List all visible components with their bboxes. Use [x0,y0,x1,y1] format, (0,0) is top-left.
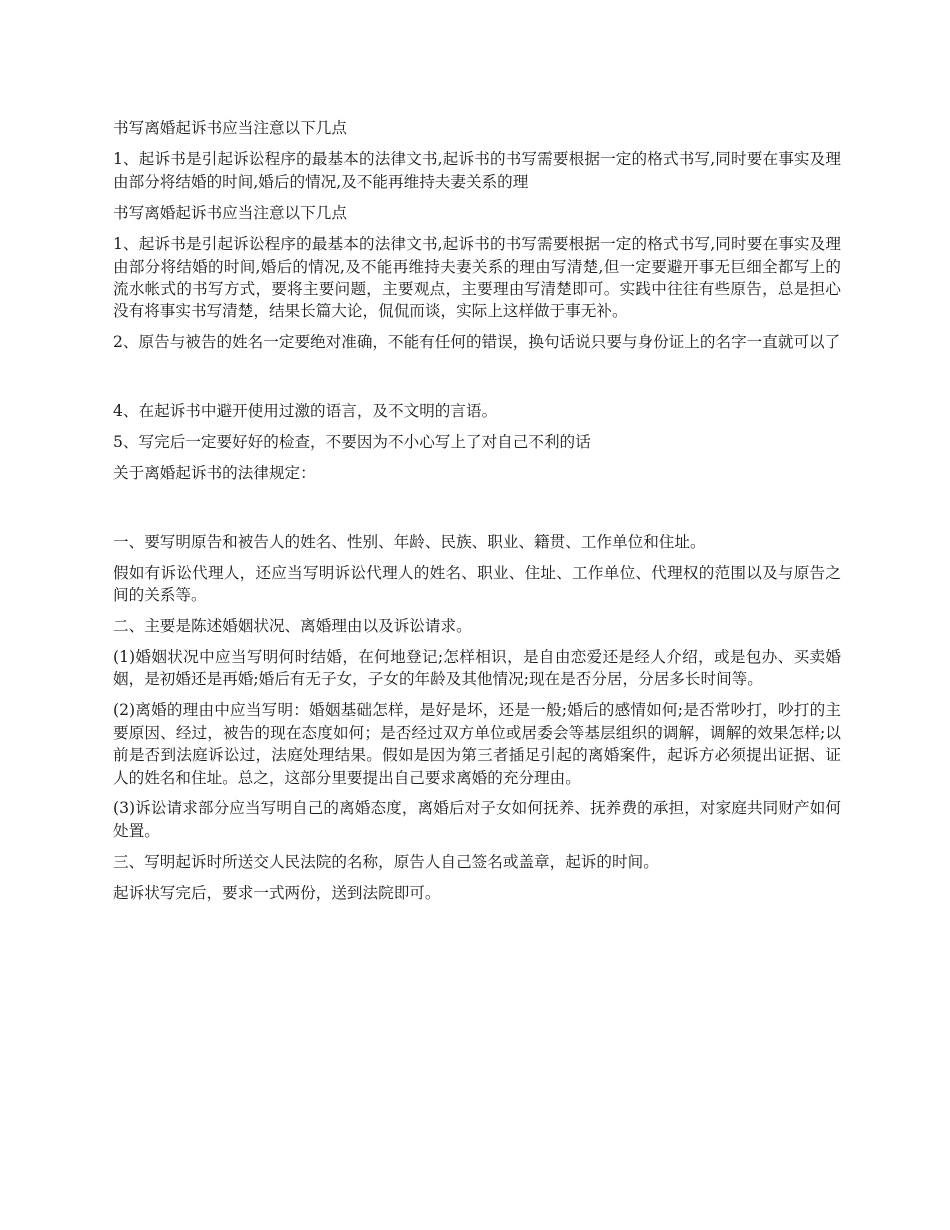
paragraph: 1、起诉书是引起诉讼程序的最基本的法律文书,起诉书的书写需要根据一定的格式书写,同时要在事实及理由部分将结婚的时间,婚后的情况,及不能再维持夫妻关系的理 [113,150,841,191]
document-body [113,117,841,913]
blank-space [113,362,841,400]
section-heading: 书写离婚起诉书应当注意以下几点 [113,119,347,137]
paragraph: 二、主要是陈述婚姻状况、离婚理由以及诉讼请求。 [113,617,472,636]
paragraph: 假如有诉讼代理人，还应当写明诉讼代理人的姓名、职业、住址、工作单位、代理权的范围以及与原告之间的关系等。 [113,563,841,605]
section-heading: 书写离婚起诉书应当注意以下几点 [113,203,347,222]
paragraph: 4、在起诉书中避开使用过激的语言，及不文明的言语。 [113,402,498,421]
paragraph: 一、要写明原告和被告人的姓名、性别、年龄、民族、职业、籍贯、工作单位和住址。 [113,532,706,551]
paragraph: 三、写明起诉时所送交人民法院的名称，原告人自己签名或盖章，起诉的时间。 [113,852,659,871]
paragraph: 5、写完后一定要好好的检查，不要因为不小心写上了对自己不利的话 [113,433,591,452]
blank-space [113,493,841,531]
paragraph: (1)婚姻状况中应当写明何时结婚，在何地登记;怎样相识，是自由恋爱还是经人介绍，或是包办、买卖婚姻，是初婚还是再婚;婚后有无子女，子女的年龄及其他情况;现在是否分居，分居多长时间等。 [113,648,841,689]
paragraph: (2)离婚的理由中应当写明：婚姻基础怎样，是好是坏，还是一般;婚后的感情如何;是否常吵打，吵打的主要原因、经过，被告的现在态度如何；是否经过双方单位或居委会等基层组织的调解，调解的效果怎样;以前是否到法庭诉讼过，法庭处理结果。假如是因为第三者插足引起的离婚案件，起诉方必须提出证据、证人的姓名和住址。总之，这部分里要提出自己要求离婚的充分理由。 [113,701,841,787]
paragraph: 2、原告与被告的姓名一定要绝对准确，不能有任何的错误，换句话说只要与身份证上的名字一直就可以了 [113,333,841,352]
paragraph: 1、起诉书是引起诉讼程序的最基本的法律文书,起诉书的书写需要根据一定的格式书写,同时要在事实及理由部分将结婚的时间,婚后的情况,及不能再维持夫妻关系的理由写清楚,但一定要避开事无巨细全都写上的流水帐式的书写方式，要将主要问题，主要观点，主要理由写清楚即可。实践中往往有些原告，总是担心没有将事实书写清楚，结果长篇大论，侃侃而谈，实际上这样做于事无补。 [113,235,841,321]
paragraph: 关于离婚起诉书的法律规定： [113,463,316,482]
paragraph: (3)诉讼请求部分应当写明自己的离婚态度，离婚后对子女如何抚养、抚养费的承担，对家庭共同财产如何处置。 [113,799,841,840]
paragraph: 起诉状写完后，要求一式两份，送到法院即可。 [113,883,441,902]
